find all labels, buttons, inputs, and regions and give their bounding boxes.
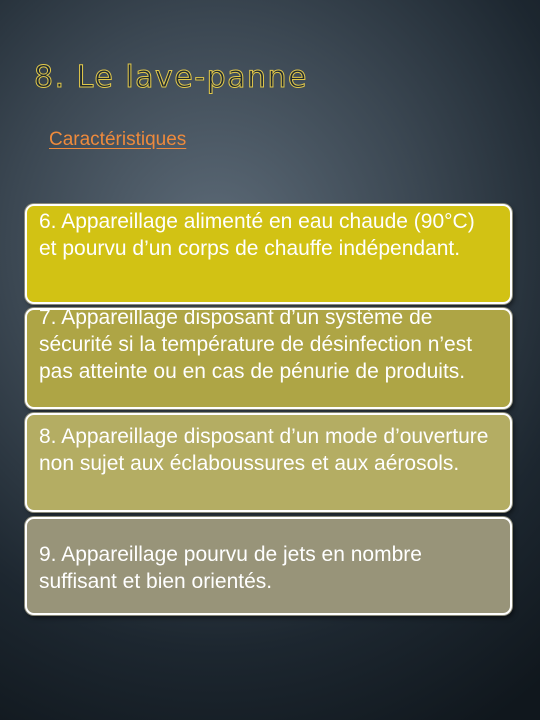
feature-text-6: 6. Appareillage alimenté en eau chaude (90°C) et pourvu d’un corps de chauffe indépendant.	[39, 210, 475, 260]
feature-text-9: 9. Appareillage pourvu de jets en nombre suffisant et bien orientés.	[39, 543, 422, 593]
feature-box-8	[25, 413, 512, 512]
feature-text-8: 8. Appareillage disposant d’un mode d’ouverture non sujet aux éclaboussures et aux aérosols.	[39, 425, 489, 475]
slide-title: 8. Le lave-panne	[34, 60, 309, 95]
feature-box-9	[25, 517, 512, 615]
feature-box-7	[25, 308, 512, 409]
slide-subtitle: Caractéristiques	[49, 129, 187, 150]
feature-box-6	[25, 204, 512, 304]
feature-text-7: 7. Appareillage disposant d’un système de sécurité si la température de désinfection n’est pas atteinte ou en cas de pénurie de produits.	[39, 308, 473, 383]
